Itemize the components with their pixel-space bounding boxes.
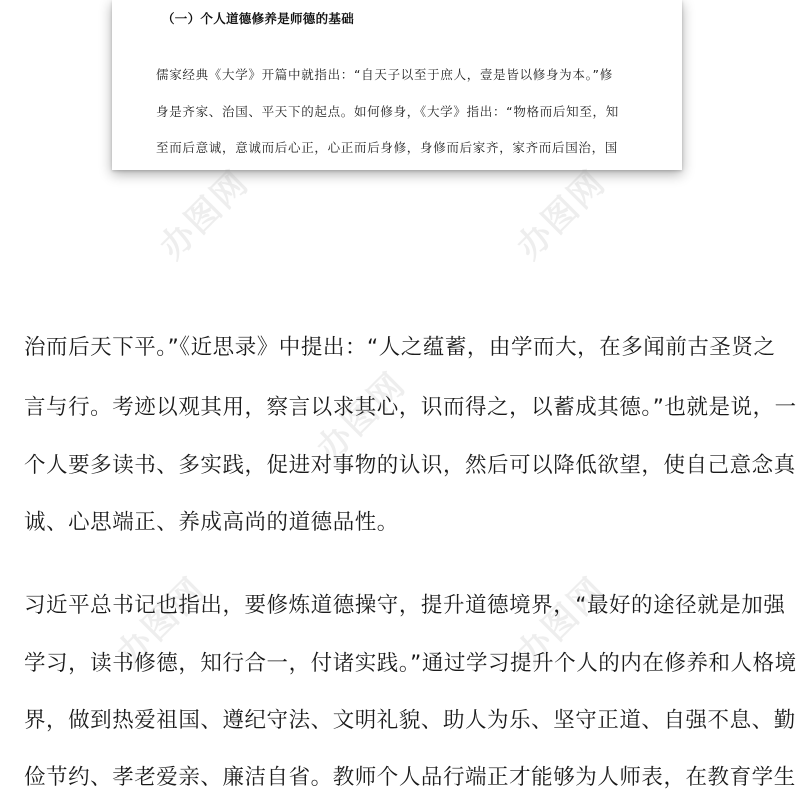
paragraph-line: 习近平总书记也指出，要修炼道德操守，提升道德境界，“最好的途径就是加强 bbox=[24, 593, 786, 618]
watermark: 办图网 bbox=[509, 162, 614, 268]
paragraph-line: 诚、心思端正、养成高尚的道德品性。 bbox=[24, 510, 399, 535]
paragraph-line: 俭节约、孝老爱亲、廉洁自省。教师个人品行端正才能够为人师表，在教育学生 bbox=[24, 765, 796, 790]
paragraph-line: 言与行。考迹以观其用，察言以求其心，识而得之，以蓄成其德。”也就是说，一 bbox=[24, 395, 797, 420]
excerpt-card bbox=[112, 0, 682, 170]
paragraph-line: 个人要多读书、多实践，促进对事物的认识，然后可以降低欲望，使自己意念真 bbox=[24, 453, 796, 478]
paragraph-line: 学习，读书修德，知行合一，付诸实践。”通过学习提升个人的内在修养和人格境 bbox=[24, 651, 797, 676]
paragraph-line: 界，做到热爱祖国、遵纪守法、文明礼貌、助人为乐、坚守正道、自强不息、勤 bbox=[24, 708, 796, 733]
section-heading: （一）个人道德修养是师德的基础 bbox=[162, 11, 355, 26]
watermark: 办图网 bbox=[109, 569, 214, 675]
watermark: 办图网 bbox=[309, 364, 414, 470]
excerpt-line: 至而后意诚，意诚而后心正，心正而后身修，身修而后家齐，家齐而后国治，国 bbox=[156, 140, 619, 155]
excerpt-line: 身是齐家、治国、平天下的起点。如何修身，《大学》指出：“物格而后知至，知 bbox=[156, 104, 619, 119]
watermark: 办图网 bbox=[152, 162, 257, 268]
paragraph-line: 治而后天下平。”《近思录》中提出：“人之蕴蓄，由学而大，在多闻前古圣贤之 bbox=[24, 335, 776, 360]
watermark: 办图网 bbox=[509, 569, 614, 675]
excerpt-line: 儒家经典《大学》开篇中就指出：“自天子以至于庶人，壹是皆以修身为本。”修 bbox=[156, 67, 613, 82]
